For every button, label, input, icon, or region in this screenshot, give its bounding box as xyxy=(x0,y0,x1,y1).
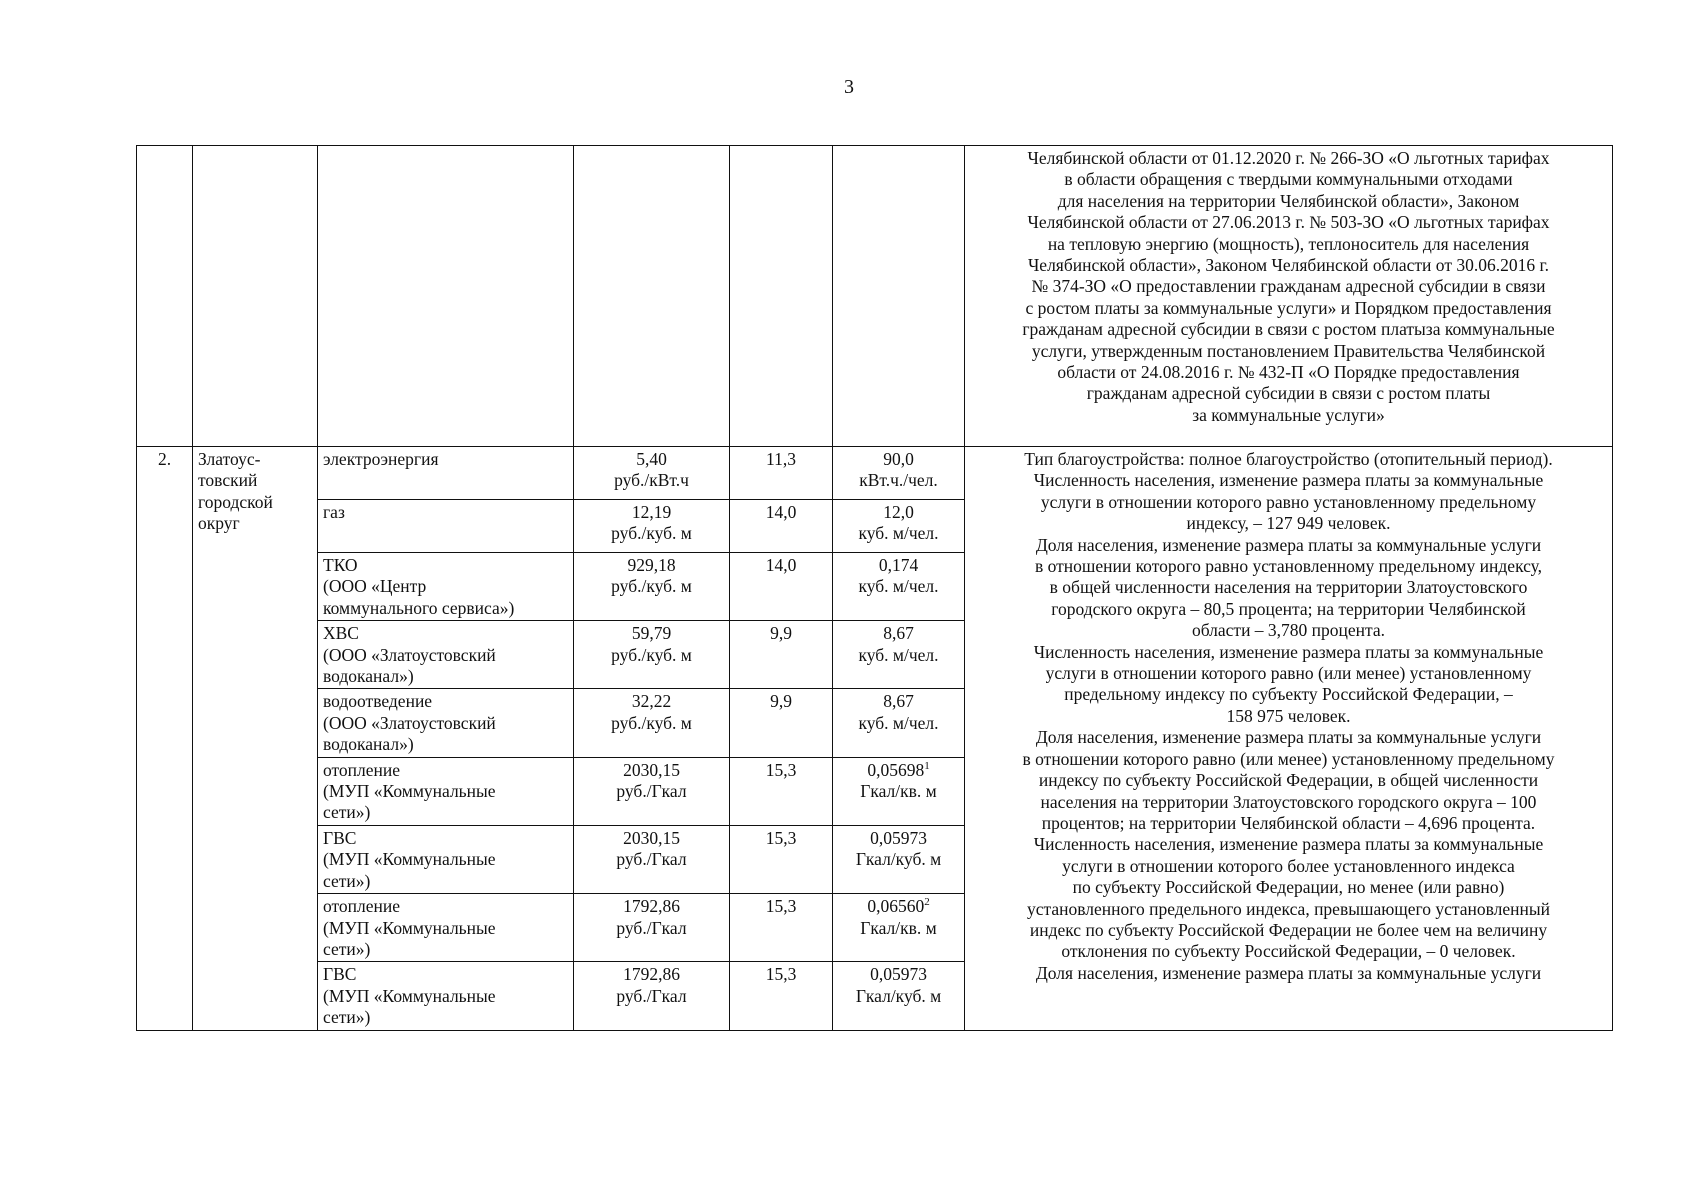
index-cell xyxy=(730,825,833,893)
index-cell xyxy=(730,962,833,1030)
service-name-line: отопление xyxy=(323,759,401,780)
norm-value xyxy=(838,760,959,781)
continuation-text-line: с ростом платы за коммунальные услуги» и Порядком предоставления xyxy=(1025,297,1552,318)
tariff-cell xyxy=(574,621,730,689)
description-line: в отношении которого равно установленному предельному индексу, xyxy=(1034,556,1543,577)
norm-cell xyxy=(833,894,965,962)
description-line: Тип благоустройства: полное благоустройство (отопительный период). xyxy=(1024,449,1553,469)
norm-unit: куб. м/чел. xyxy=(858,523,939,544)
continuation-text-cell xyxy=(965,146,1613,447)
service-cell xyxy=(318,447,574,500)
continuation-text-line: услуги, утвержденным постановлением Правительства Челябинской xyxy=(1031,340,1546,361)
service-name-line: сети») xyxy=(323,802,371,823)
tariff-line: 32,22 xyxy=(631,691,672,712)
continuation-text-line: Челябинской области от 01.12.2020 г. № 266-ЗО «О льготных тарифах xyxy=(1027,148,1550,168)
index-value: 15,3 xyxy=(765,827,797,848)
norm-unit: кВт.ч./чел. xyxy=(859,470,938,491)
norm-unit: Гкал/кв. м xyxy=(860,781,937,802)
tariff-line: 12,19 xyxy=(631,502,672,522)
description-line: области – 3,780 процента. xyxy=(1191,620,1386,641)
norm-value xyxy=(838,555,959,576)
description-line: населения на территории Златоустовского городского округа – 100 xyxy=(1040,791,1537,812)
norm-number: 8,67 xyxy=(883,623,914,644)
tariff-cell xyxy=(574,825,730,893)
service-cell xyxy=(318,553,574,621)
continuation-text-line: области от 24.08.2016 г. № 432-П «О Порядке предоставления xyxy=(1057,362,1520,383)
continuation-text-line: в области обращения с твердыми коммунальными отходами xyxy=(1064,169,1513,190)
norm-number: 8,67 xyxy=(883,691,914,712)
service-cell xyxy=(318,621,574,689)
tariff-cell xyxy=(574,962,730,1030)
description-line: процентов; на территории Челябинской области – 4,696 процента. xyxy=(1041,812,1536,833)
service-name-line: (МУП «Коммунальные xyxy=(323,985,496,1006)
index-cell xyxy=(730,757,833,825)
description-line: в общей численности населения на территории Златоустовского xyxy=(1049,577,1528,598)
index-value: 15,3 xyxy=(765,759,797,780)
norm-value xyxy=(838,896,959,917)
norm-number: 12,0 xyxy=(883,502,914,522)
cell-empty xyxy=(574,146,730,447)
index-value: 15,3 xyxy=(765,896,797,917)
norm-value xyxy=(838,623,959,644)
service-name-line: сети») xyxy=(323,938,371,959)
tariff-line: руб./кВт.ч xyxy=(614,470,689,491)
tariff-cell xyxy=(574,894,730,962)
index-value: 9,9 xyxy=(770,623,792,644)
row-number-cell xyxy=(137,447,193,1031)
norm-unit: Гкал/кв. м xyxy=(860,917,937,938)
tariff-line: 1792,86 xyxy=(623,964,680,985)
service-name-line: сети») xyxy=(323,1007,371,1028)
tariff-line: 1792,86 xyxy=(623,896,680,917)
continuation-text-line: на тепловую энергию (мощность), теплоноситель для населения xyxy=(1047,233,1530,254)
service-name-line: водоканал») xyxy=(323,666,414,687)
norm-unit: куб. м/чел. xyxy=(858,644,939,665)
description-line: услуги в отношении которого равно (или менее) установленному xyxy=(1045,663,1532,684)
continuation-text-line: № 374-ЗО «О предоставлении гражданам адресной субсидии в связи xyxy=(1031,276,1546,297)
continuation-text-line: за коммунальные услуги» xyxy=(1192,404,1385,425)
tariff-line: руб./куб. м xyxy=(611,523,692,544)
tariff-line: руб./куб. м xyxy=(611,712,692,733)
service-cell xyxy=(318,962,574,1030)
tariff-line: 59,79 xyxy=(631,623,672,644)
index-cell xyxy=(730,621,833,689)
tariff-cell xyxy=(574,447,730,500)
continuation-text-line: Челябинской области от 27.06.2013 г. № 503-ЗО «О льготных тарифах xyxy=(1027,212,1550,233)
norm-number: 90,0 xyxy=(883,449,914,469)
norm-cell xyxy=(833,689,965,757)
norm-number: 0,06560 xyxy=(867,896,925,917)
service-name-line: (МУП «Коммунальные xyxy=(323,917,496,938)
page-number: 3 xyxy=(844,76,854,98)
description-line: отклонения по субъекту Российской Федерации, – 0 человек. xyxy=(1061,941,1516,962)
footnote-marker: 1 xyxy=(924,759,930,772)
service-name-line: водоканал») xyxy=(323,734,414,755)
description-line: установленного предельного индекса, превышающего установленный xyxy=(1026,898,1551,919)
norm-unit: куб. м/чел. xyxy=(858,576,939,597)
service-name-line: (ООО «Златоустовский xyxy=(323,712,496,733)
index-value: 9,9 xyxy=(770,691,792,712)
description-line: Доля населения, изменение размера платы за коммунальные услуги xyxy=(1035,727,1542,748)
service-name-line: ТКО xyxy=(323,555,358,575)
tariff-cell xyxy=(574,757,730,825)
index-value: 14,0 xyxy=(765,555,797,575)
continuation-text-line: для населения на территории Челябинской области», Законом xyxy=(1057,190,1520,211)
service-name-line: отопление xyxy=(323,896,401,917)
description-line: 158 975 человек. xyxy=(1226,705,1351,726)
service-name-line: ГВС xyxy=(323,964,357,985)
tariff-line: руб./Гкал xyxy=(616,917,687,938)
continuation-text-line: Челябинской области», Законом Челябинской области от 30.06.2016 г. xyxy=(1027,255,1550,276)
service-cell xyxy=(318,894,574,962)
norm-value xyxy=(838,449,959,470)
service-name-line: (ООО «Центр xyxy=(323,576,427,597)
norm-number: 0,174 xyxy=(878,555,919,575)
tariff-line: 929,18 xyxy=(627,555,676,575)
norm-cell xyxy=(833,621,965,689)
index-cell xyxy=(730,689,833,757)
service-name-line: (МУП «Коммунальные xyxy=(323,781,496,802)
municipality-line: округ xyxy=(198,513,240,534)
service-cell xyxy=(318,757,574,825)
norm-unit: куб. м/чел. xyxy=(858,712,939,733)
tariff-table xyxy=(136,145,1613,1031)
tariff-line: руб./Гкал xyxy=(616,985,687,1006)
index-cell xyxy=(730,500,833,553)
service-name-line: электроэнергия xyxy=(323,449,439,469)
service-name-line: коммунального сервиса») xyxy=(323,597,515,618)
cell-empty xyxy=(318,146,574,447)
municipality-line: Златоус- xyxy=(198,449,261,469)
tariff-cell xyxy=(574,553,730,621)
service-name-line: сети») xyxy=(323,870,371,891)
index-value: 14,0 xyxy=(765,502,797,522)
service-name-line: ГВС xyxy=(323,827,357,848)
description-line: индексу по субъекту Российской Федерации, в общей численности xyxy=(1038,770,1539,791)
description-line: Численность населения, изменение размера платы за коммунальные xyxy=(1033,470,1544,491)
service-name-line: (ООО «Златоустовский xyxy=(323,644,496,665)
norm-number: 0,05698 xyxy=(867,759,925,780)
norm-value xyxy=(838,691,959,712)
service-name-line: ХВС xyxy=(323,623,359,644)
tariff-cell xyxy=(574,689,730,757)
norm-number: 0,05973 xyxy=(870,827,927,848)
norm-value xyxy=(838,502,959,523)
index-value: 15,3 xyxy=(765,964,797,985)
description-line: Доля населения, изменение размера платы за коммунальные услуги xyxy=(1035,962,1542,983)
service-name-line: (МУП «Коммунальные xyxy=(323,849,496,870)
tariff-line: 5,40 xyxy=(636,449,667,469)
norm-unit: Гкал/куб. м xyxy=(855,985,942,1006)
description-line: Численность населения, изменение размера платы за коммунальные xyxy=(1033,834,1544,855)
description-line: услуги в отношении которого более установленного индекса xyxy=(1062,855,1515,876)
row-number: 2. xyxy=(157,449,172,469)
norm-cell xyxy=(833,757,965,825)
description-line: Численность населения, изменение размера платы за коммунальные xyxy=(1033,641,1544,662)
description-line: индексу, – 127 949 человек. xyxy=(1186,513,1391,534)
description-line: индекс по субъекту Российской Федерации не более чем на величину xyxy=(1029,919,1548,940)
service-cell xyxy=(318,825,574,893)
municipality-cell xyxy=(193,447,318,1031)
tariff-line: руб./куб. м xyxy=(611,576,692,597)
tariff-line: руб./Гкал xyxy=(616,849,687,870)
norm-value xyxy=(838,964,959,985)
service-name-line: водоотведение xyxy=(323,691,433,712)
norm-cell xyxy=(833,962,965,1030)
index-cell xyxy=(730,447,833,500)
table-row xyxy=(137,447,1613,500)
municipality-line: городской xyxy=(198,491,273,512)
norm-unit: Гкал/куб. м xyxy=(855,849,942,870)
description-line: в отношении которого равно (или менее) установленному предельному xyxy=(1022,748,1555,769)
continuation-text-line: гражданам адресной субсидии в связи с ростом платы xyxy=(1086,383,1491,404)
footnote-marker: 2 xyxy=(924,896,930,909)
tariff-line: 2030,15 xyxy=(623,827,680,848)
index-cell xyxy=(730,553,833,621)
description-line: предельному индексу по субъекту Российской Федерации, – xyxy=(1064,684,1513,705)
cell-empty xyxy=(137,146,193,447)
tariff-line: руб./Гкал xyxy=(616,781,687,802)
cell-empty xyxy=(730,146,833,447)
cell-empty xyxy=(193,146,318,447)
cell-empty xyxy=(833,146,965,447)
description-line: по субъекту Российской Федерации, но менее (или равно) xyxy=(1072,877,1505,898)
norm-cell xyxy=(833,825,965,893)
description-line: Доля населения, изменение размера платы за коммунальные услуги xyxy=(1035,534,1542,555)
service-name-line: газ xyxy=(323,502,345,522)
tariff-line: руб./куб. м xyxy=(611,644,692,665)
norm-value xyxy=(838,828,959,849)
table-row-continuation xyxy=(137,146,1613,447)
service-cell xyxy=(318,689,574,757)
index-cell xyxy=(730,894,833,962)
continuation-text-line: гражданам адресной субсидии в связи с ростом платыза коммунальные xyxy=(1022,319,1555,340)
tariff-line: 2030,15 xyxy=(623,759,680,780)
description-cell xyxy=(965,447,1613,1031)
municipality-line: товский xyxy=(198,470,258,491)
description-line: городского округа – 80,5 процента; на территории Челябинской xyxy=(1051,598,1526,619)
norm-number: 0,05973 xyxy=(870,964,927,985)
norm-cell xyxy=(833,500,965,553)
tariff-cell xyxy=(574,500,730,553)
norm-cell xyxy=(833,553,965,621)
norm-cell xyxy=(833,447,965,500)
description-line: услуги в отношении которого равно установленному предельному xyxy=(1040,491,1537,512)
service-cell xyxy=(318,500,574,553)
index-value: 11,3 xyxy=(766,449,796,469)
